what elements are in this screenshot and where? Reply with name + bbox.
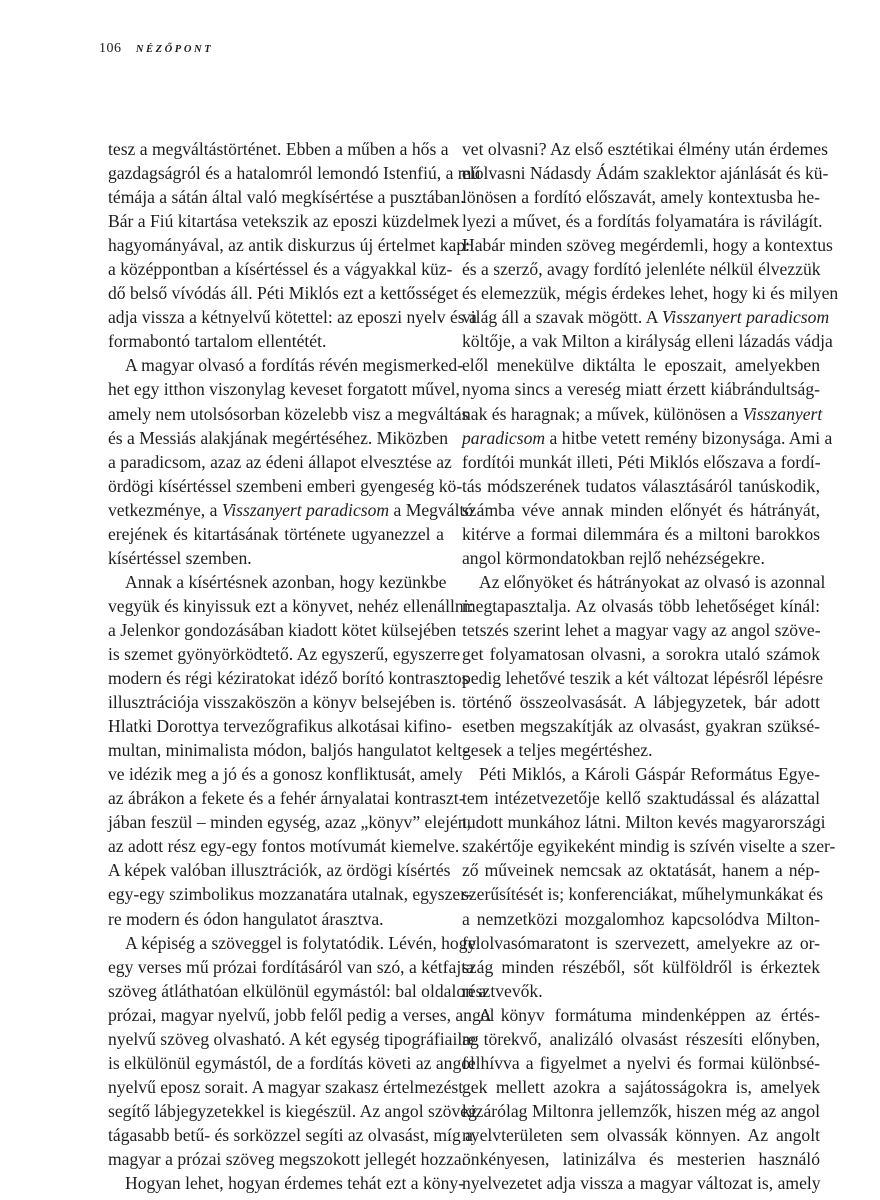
text-line: is szemet gyönyörködtető. Az egyszerű, egyszerre: [108, 643, 461, 664]
book-title-italic: Visszanyert paradicsom: [661, 307, 830, 328]
text-line: tem intézetvezetője kellő szaktudással és alázattal: [462, 788, 820, 809]
text-line: szakértője egyikeként mindig is szívén viselte a szer-: [462, 836, 836, 857]
text-line: Habár minden szöveg megérdemli, hogy a kontextus: [462, 235, 833, 256]
text-run: a Megváltó: [389, 499, 474, 520]
text-line: fordítói munkát illeti, Péti Miklós előszava a fordí-: [462, 451, 821, 472]
text-line: szöveg átláthatóan elkülönül egymástól: bal oldalon a: [108, 980, 487, 1001]
text-line: hagyományával, az antik diskurzus új értelmet kap:: [108, 235, 471, 256]
text-line: a paradicsom, azaz az édeni állapot elvesztése az: [108, 451, 452, 472]
text-line: A magyar olvasó a fordítás révén megismerked-: [125, 355, 464, 376]
text-run: világ áll a szavak mögött. A: [462, 307, 662, 328]
text-line: nyelvű eposz sorait. A magyar szakasz értelmezést: [108, 1076, 464, 1097]
right-column: [462, 137, 839, 1195]
text-line: lönösen a fordító előszavát, amely kontextusba he-: [462, 187, 820, 208]
text-line: a középpontban a kísértéssel és a vágyakkal küz-: [108, 259, 453, 280]
running-head: [99, 41, 213, 57]
text-run: nak és haragnak; a művek, különösen a: [462, 403, 743, 424]
text-line: kizárólag Miltonra jellemzők, hiszen még az angol: [462, 1100, 820, 1121]
text-line: [108, 498, 474, 522]
text-line: erejének és kitartásának története ugyanezzel a: [108, 523, 444, 544]
text-line: szerűsítését is; konferenciákat, műhelymunkákat és: [462, 884, 824, 905]
text-line: megtapasztalja. Az olvasás több lehetőséget kínál:: [462, 595, 820, 616]
text-line: tudott munkához látni. Milton kevés magyarországi: [462, 812, 826, 833]
text-line: re modern és ódon hangulatot árasztva.: [108, 908, 384, 929]
text-line: het egy itthon viszonylag keveset forgatott művel,: [108, 379, 460, 400]
text-line: gesek a teljes megértéshez.: [462, 740, 653, 761]
text-line: amely nem utolsósorban közelebb visz a megváltás: [108, 403, 469, 424]
text-line: [462, 426, 833, 450]
text-line: jában feszül – minden egység, azaz „könyv” elején,: [108, 812, 471, 833]
text-line: Hogyan lehet, hogyan érdemes tehát ezt a köny-: [125, 1173, 465, 1194]
text-line: témája a sátán által való megkísértése a pusztában.: [108, 187, 465, 208]
text-line: tesz a megváltástörténet. Ebben a műben a hős a: [108, 139, 449, 159]
text-line: gek mellett azokra a sajátosságokra is, amelyek: [462, 1076, 820, 1097]
text-line: felhívva a figyelmet a nyelvi és formai különbsé-: [462, 1052, 820, 1073]
book-title-italic: paradicsom: [462, 427, 546, 448]
text-line: számba véve annak minden előnyét és hátrányát,: [462, 499, 820, 520]
text-line: nyelvű szöveg olvasható. A két egység tipográfiailag: [108, 1028, 479, 1049]
text-run: vetkezménye, a: [108, 499, 222, 520]
text-line: magyar a prózai szöveg megszokott jellegét hozza.: [108, 1148, 467, 1169]
text-line: vet olvasni? Az első esztétikai élmény után érdemes: [462, 139, 828, 159]
text-line: esetben megszakítják az olvasást, gyakran szüksé-: [462, 716, 820, 737]
text-line: a Jelenkor gondozásában kiadott kötet külsejében: [108, 619, 457, 640]
text-line: Hlatki Dorottya tervezőgrafikus alkotásai kifino-: [108, 716, 452, 737]
text-line: kitérve a formai dilemmára és a miltoni barokkos: [462, 523, 820, 544]
text-line: nyelvezetet adja vissza a magyar változat is, amely: [462, 1173, 821, 1194]
text-line: pedig lehetővé teszik a két változat lépésről lépésre: [462, 668, 824, 689]
text-line: [462, 305, 830, 329]
text-line: költője, a vak Milton a királyság elleni lázadás vádja: [462, 331, 833, 352]
text-line: Bár a Fiú kitartása vetekszik az eposzi küzdelmek: [108, 211, 460, 232]
text-line: vegyük és kinyissuk ezt a könyvet, nehéz ellenállni:: [108, 595, 474, 616]
text-line: elől menekülve diktálta le eposzait, amelyekben: [462, 355, 820, 376]
text-line: illusztrációja visszaköszön a könyv belsejében is.: [108, 692, 456, 713]
text-line: angol körmondatokban rejlő nehézségekre.: [462, 547, 765, 568]
text-line: és a szerző, avagy fordító jelenléte nélkül élvezzük: [462, 259, 821, 280]
text-line: tetszés szerint lehet a magyar vagy az angol szöve-: [462, 619, 821, 640]
text-line: prózai, magyar nyelvű, jobb felől pedig a verses, angol: [108, 1004, 495, 1025]
text-line: nyoma sincs a vereség miatt érzett kiábrándultság-: [462, 379, 820, 400]
text-line: is elkülönül egymástól, de a fordítás követi az angol: [108, 1052, 475, 1073]
section-title: NÉZŐPONT: [135, 44, 214, 55]
text-line: adja vissza a kétnyelvű kötettel: az eposzi nyelv és a: [108, 307, 477, 328]
text-line: egy-egy szimbolikus mozzanatára utalnak, egyszer-: [108, 884, 472, 905]
text-line: történő összeolvasását. A lábjegyzetek, bár adott: [462, 692, 820, 713]
book-title-italic: Visszanyert paradicsom: [221, 499, 390, 520]
text-line: ördögi kísértéssel szembeni emberi gyengeség kö-: [108, 475, 463, 496]
page-number: 106: [99, 41, 122, 56]
text-line: dő belső vívódás áll. Péti Miklós ezt a kettősséget: [108, 283, 459, 304]
text-line: [462, 402, 823, 426]
text-line: A képek valóban illusztrációk, az ördögi kísértés: [108, 860, 451, 881]
text-line: az ábrákon a fekete és a fehér árnyalatai kontraszt-: [108, 788, 465, 809]
text-line: Az előnyöket és hátrányokat az olvasó is azonnal: [479, 571, 826, 592]
text-line: és a Messiás alakjának megértéséhez. Miközben: [108, 427, 449, 448]
text-line: tás módszerének tudatos választásáról tanúskodik,: [462, 475, 820, 496]
text-line: get folyamatosan olvasni, a sorokra utaló számok: [462, 643, 820, 664]
left-column: [108, 137, 495, 1195]
text-line: gazdagságról és a hatalomról lemondó Istenfiú, a mű: [108, 163, 481, 184]
text-line: re törekvő, analizáló olvasást részesíti előnyben,: [462, 1028, 820, 1049]
text-run: a hitbe vetett remény bizonysága. Ami a: [545, 427, 833, 448]
text-line: ve idézik meg a jó és a gonosz konfliktusát, amely: [108, 764, 463, 785]
text-line: szág minden részéből, sőt külföldről is érkeztek: [462, 956, 820, 977]
text-line: önkényesen, latinizálva és mesterien használó: [462, 1148, 820, 1169]
text-line: lyezi a művet, és a fordítás folyamatára is rávilágít.: [462, 211, 823, 232]
text-line: formabontó tartalom ellentétét.: [108, 331, 327, 352]
text-line: tágasabb betű- és sorközzel segíti az olvasást, míg a: [108, 1124, 473, 1145]
text-line: felolvasómaratont is szervezett, amelyekre az or-: [462, 932, 820, 953]
text-line: és elemezzük, mégis érdekes lehet, hogy ki és milyen: [462, 283, 839, 304]
text-line: Péti Miklós, a Károli Gáspár Református Egye-: [479, 764, 820, 785]
text-line: elolvasni Nádasdy Ádám szaklektor ajánlását és kü-: [462, 163, 829, 184]
text-line: ző műveinek nemcsak az oktatását, hanem a nép-: [462, 860, 820, 881]
book-title-italic: Visszanyert: [742, 403, 823, 424]
text-line: segítő lábjegyzetekkel is kiegészül. Az angol szöveg: [108, 1100, 477, 1121]
text-line: A könyv formátuma mindenképpen az értés-: [479, 1004, 820, 1025]
text-line: résztvevők.: [462, 980, 543, 1001]
text-line: kísértéssel szemben.: [108, 547, 252, 568]
text-line: multan, minimalista módon, baljós hangulatot kelt-: [108, 740, 469, 761]
text-line: az adott rész egy-egy fontos motívumát kiemelve.: [108, 836, 460, 857]
text-line: A képiség a szöveggel is folytatódik. Lévén, hogy: [125, 932, 477, 953]
text-line: nyelvterületen sem olvassák könnyen. Az angolt: [462, 1124, 820, 1145]
text-line: egy verses mű prózai fordításáról van szó, a kétfajta: [108, 956, 474, 977]
text-line: Annak a kísértésnek azonban, hogy kezünkbe: [125, 571, 447, 592]
text-line: modern és régi kéziratokat idéző borító kontrasztos: [108, 668, 469, 689]
text-line: a nemzetközi mozgalomhoz kapcsolódva Milton-: [462, 908, 820, 929]
